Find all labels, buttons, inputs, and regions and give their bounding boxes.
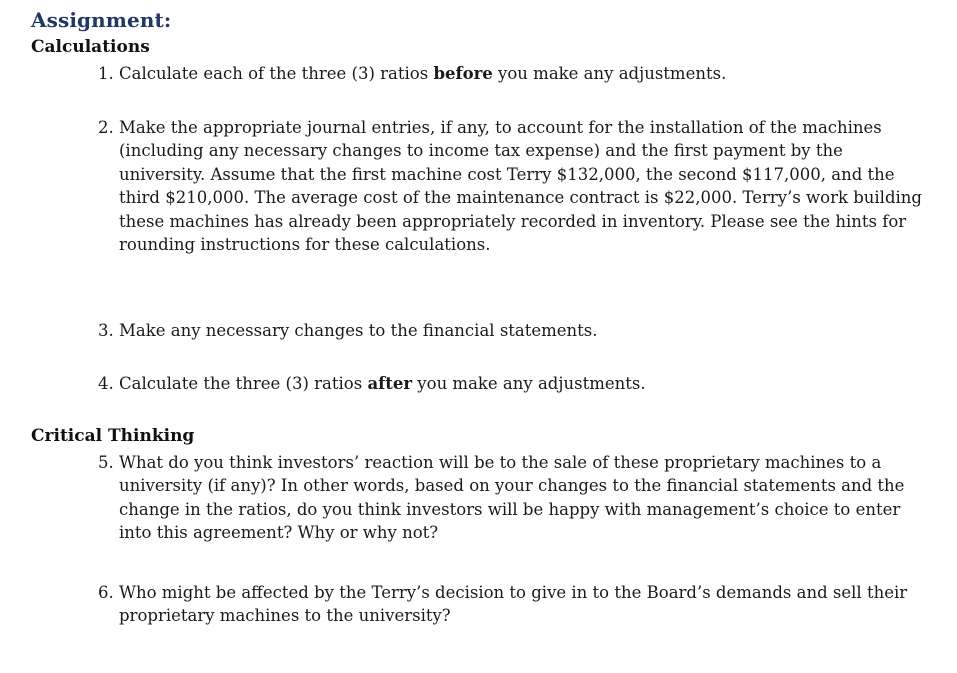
list-item-1 [98,62,928,85]
item-number: 1. [98,64,114,83]
list-item-4 [98,372,928,395]
item-text-part: Calculate the three (3) ratios [119,374,368,393]
item-text-part: Calculate each of the three (3) ratios [119,64,434,83]
item-emphasis: after [367,374,413,393]
list-item-5 [98,451,928,545]
item-number: 4. [98,374,114,393]
item-number: 2. [98,118,114,137]
item-text: Make any necessary changes to the financial statements. [119,321,598,340]
list-item-3 [98,319,928,342]
item-text-part: you make any adjustments. [492,64,727,83]
item-text: Make the appropriate journal entries, if any, to account for the installation of the machines (including any necessary changes to income tax expense) and the first payment by the university. Assume that the first machine cost Terry $132,000, the second $117,000, and the third $210,000. The average cost of the maintenance contract is $22,000. Terry’s work building these machines has already been appropriately recorded in inventory. Please see the hints for rounding instructions for these calculations. [119,118,922,255]
item-text: Who might be affected by the Terry’s decision to give in to the Board’s demands and sell their proprietary machines to the university? [119,583,908,626]
item-number: 5. [98,453,114,472]
item-emphasis: before [433,64,493,83]
assignment-heading: Assignment: [31,8,172,32]
item-text [119,62,928,85]
list-item-2 [98,116,928,256]
item-number: 6. [98,583,114,602]
section-title-calculations: Calculations [31,37,150,57]
section-title-critical-thinking: Critical Thinking [31,426,195,446]
item-text [119,372,928,395]
item-number: 3. [98,321,114,340]
item-text-part: you make any adjustments. [412,374,646,393]
list-item-6 [98,581,928,628]
item-text: What do you think investors’ reaction will be to the sale of these proprietary machines to a university (if any)? In other words, based on your changes to the financial statements and the change in the ratios, do you think investors will be happy with management’s choice to enter into this agreement? Why or why not? [119,453,905,543]
